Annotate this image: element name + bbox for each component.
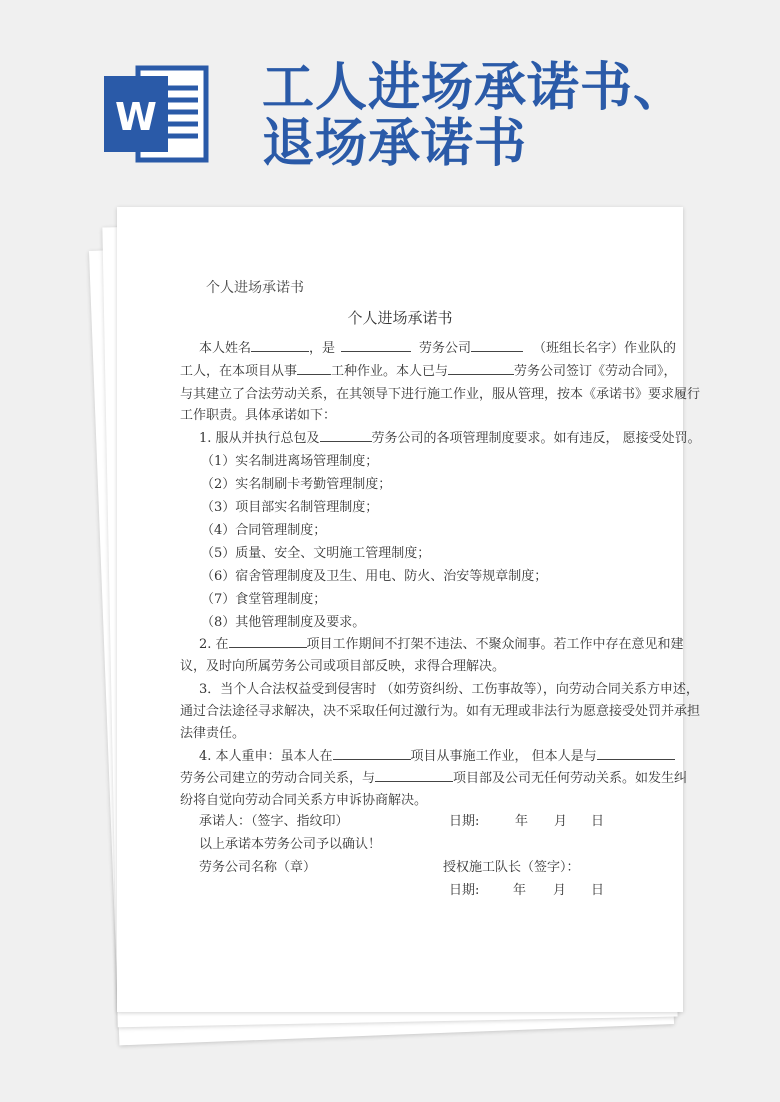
leader-date-label: 日期: bbox=[449, 883, 480, 898]
leader-date-year: 年 bbox=[513, 883, 527, 898]
intro-line-2: 工人，在本项目从事 工种作业。本人已与 劳务公司签订《劳动合同》， bbox=[180, 364, 677, 379]
promisor-date-day: 日 bbox=[591, 814, 605, 829]
company-name-seal-label: 劳务公司名称（章） bbox=[199, 860, 317, 875]
item-3-line-3: 法律责任。 bbox=[180, 726, 246, 741]
item-1: 1. 服从并执行总包及 劳务公司的各项管理制度要求。如有违反， 愿接受处罚。 bbox=[199, 431, 701, 446]
rule-item: （6）宿舍管理制度及卫生、用电、防火、治安等规章制度； bbox=[201, 569, 548, 584]
intro-line-1: 本人姓名 ，是 劳务公司 （班组长名字）作业队的 bbox=[199, 341, 677, 356]
rule-item: （1）实名制进离场管理制度； bbox=[201, 454, 379, 469]
rule-item: （4）合同管理制度； bbox=[201, 523, 327, 538]
banner-title-line1: 工人进场承诺书、 bbox=[262, 58, 687, 118]
document-title: 个人进场承诺书 bbox=[347, 309, 453, 327]
leader-date-month: 月 bbox=[553, 883, 567, 898]
rule-item: （5）质量、安全、文明施工管理制度； bbox=[201, 546, 431, 561]
promisor-signature-label: 承诺人：（签字、指纹印） bbox=[199, 814, 349, 829]
intro-line-4: 工作职责。具体承诺如下： bbox=[180, 408, 337, 423]
leader-date-day: 日 bbox=[591, 883, 605, 898]
rule-item: （3）项目部实名制管理制度； bbox=[201, 500, 379, 515]
svg-text:W: W bbox=[115, 95, 157, 139]
rule-item: （2）实名制刷卡考勤管理制度； bbox=[201, 477, 392, 492]
promisor-date-label: 日期: bbox=[449, 814, 480, 829]
company-confirmation: 以上承诺本劳务公司予以确认！ bbox=[199, 837, 382, 852]
item-3-line-1: 3．当个人合法权益受到侵害时 （如劳资纠纷、工伤事故等），向劳动合同关系方申述， bbox=[199, 682, 699, 697]
document-page bbox=[117, 207, 701, 1012]
promisor-date-month: 月 bbox=[554, 814, 568, 829]
item-4-line-1: 4. 本人重申：虽本人在 项目从事施工作业， 但本人是与 bbox=[199, 747, 675, 767]
promisor-date-year: 年 bbox=[515, 814, 529, 829]
item-4-line-3: 纷将自觉向劳动合同关系方申诉协商解决。 bbox=[180, 793, 428, 808]
banner-title-line2: 退场承诺书 bbox=[262, 114, 528, 174]
intro-line-3: 与其建立了合法劳动关系，在其领导下进行施工作业，服从管理，按本《承诺书》要求履行 bbox=[180, 387, 701, 402]
document-header-label: 个人进场承诺书 bbox=[206, 280, 304, 296]
item-4-line-2: 劳务公司建立的劳动合同关系，与 项目部及公司无任何劳动关系。如发生纠 bbox=[180, 771, 688, 786]
rule-item: （8）其他管理制度及要求。 bbox=[201, 615, 366, 630]
item-2-line-2: 议，及时向所属劳务公司或项目部反映，求得合理解决。 bbox=[180, 659, 506, 674]
rule-item: （7）食堂管理制度； bbox=[201, 592, 327, 607]
word-document-icon bbox=[104, 62, 210, 166]
item-3-line-2: 通过合法途径寻求解决，决不采取任何过激行为。如有无理或非法行为愿意接受处罚并承担 bbox=[180, 704, 701, 719]
item-2-line-1: 2. 在 项目工作期间不打架不违法、不聚众闹事。若工作中存在意见和建 bbox=[199, 637, 684, 652]
banner-title bbox=[262, 60, 686, 172]
team-leader-signature-label: 授权施工队长（签字）： bbox=[443, 860, 580, 875]
